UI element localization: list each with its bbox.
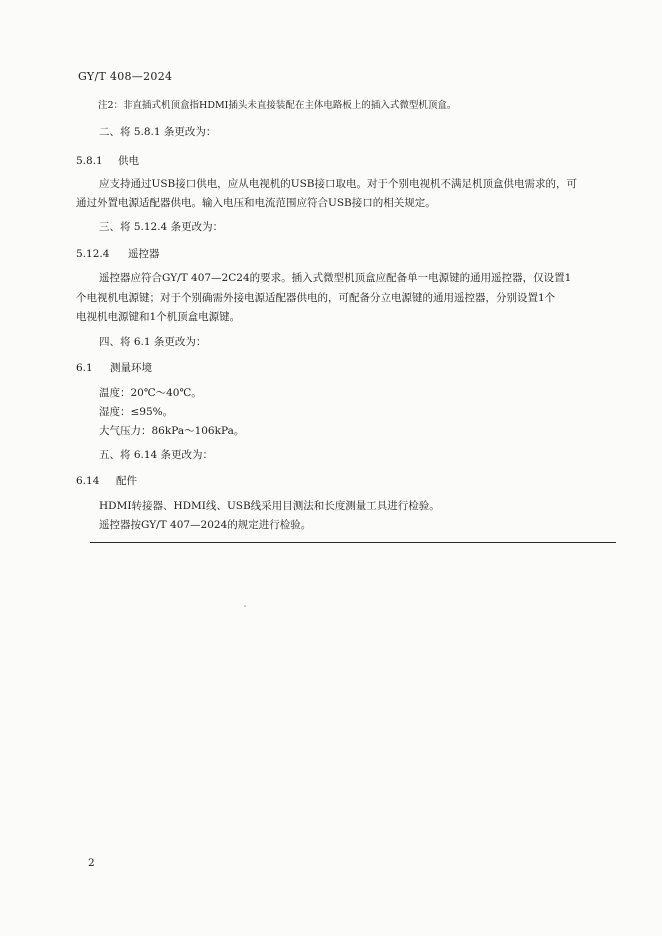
paragraph-line: 个电视机电源键；对于个别确需外接电源适配器供电的，可配备分立电源键的通用遥控器，分别设置1个: [76, 292, 556, 304]
paragraph-line: 应支持通过USB接口供电，应从电视机的USB接口取电。对于个别电视机不满足机顶盒供电需求的，可: [99, 178, 578, 190]
paragraph-line: 湿度：≤95%。: [99, 406, 174, 418]
clause-heading-5-8-1: [76, 153, 139, 168]
clause-title: 配件: [116, 475, 137, 487]
amendment-instruction-2: 二、将 5.8.1 条更改为：: [99, 126, 217, 138]
paragraph-line: 遥控器应符合GY/T 407—2C24的要求。插入式微型机顶盒应配备单一电源键的通用遥控器，仅设置1: [99, 272, 572, 284]
paragraph-line: 大气压力：86kPa～106kPa。: [99, 425, 245, 437]
paragraph-line: 电视机电源键和1个机顶盒电源键。: [76, 311, 241, 323]
paragraph-line: 通过外置电源适配器供电。输入电压和电流范围应符合USB接口的相关规定。: [76, 197, 436, 209]
clause-number: 5.12.4: [76, 248, 110, 260]
clause-heading-6-14: [76, 473, 137, 488]
paragraph-line: 温度：20℃～40℃。: [99, 387, 202, 399]
amendment-instruction-4: 四、将 6.1 条更改为：: [99, 336, 207, 348]
amendment-instruction-3: 三、将 5.12.4 条更改为：: [99, 221, 224, 233]
clause-heading-5-12-4: [76, 246, 160, 261]
clause-number: 6.1: [76, 362, 93, 374]
paragraph-line: HDMI转接器、HDMI线、USB线采用目测法和长度测量工具进行检验。: [99, 500, 440, 512]
clause-title: 供电: [118, 155, 139, 167]
end-rule: [90, 542, 616, 543]
clause-heading-6-1: [76, 360, 152, 375]
amendment-instruction-5: 五、将 6.14 条更改为：: [99, 449, 214, 461]
clause-title: 测量环境: [110, 362, 152, 374]
scan-speck: [244, 605, 246, 607]
note-2: 注2：非直插式机顶盒指HDMI插头未直接装配在主体电路板上的插入式微型机顶盒。: [98, 100, 457, 111]
standard-code: GY/T 408—2024: [78, 70, 173, 83]
clause-number: 6.14: [76, 475, 100, 487]
page-number: 2: [88, 857, 95, 869]
clause-title: 遥控器: [128, 248, 160, 260]
paragraph-line: 遥控器按GY/T 407—2024的规定进行检验。: [99, 519, 312, 531]
clause-number: 5.8.1: [76, 155, 103, 167]
